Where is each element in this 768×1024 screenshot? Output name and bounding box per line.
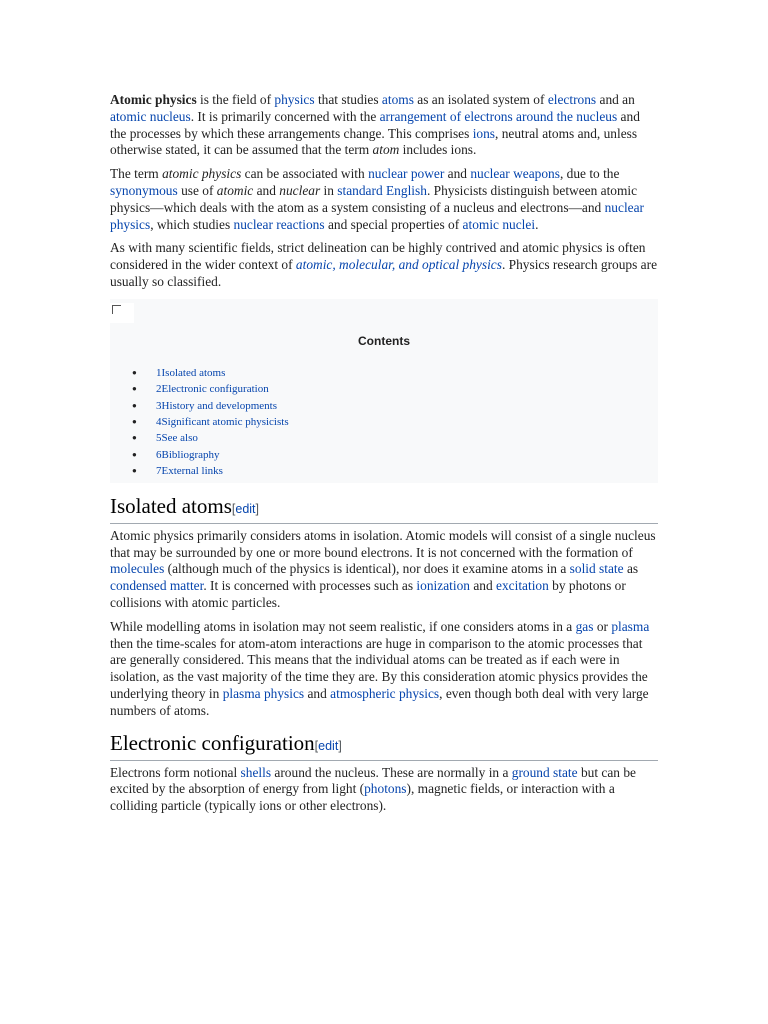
- link-atomic-nuclei[interactable]: atomic nuclei: [462, 216, 536, 232]
- toc-item-history[interactable]: [110, 398, 289, 414]
- toc-label: Significant atomic physicists: [161, 415, 289, 428]
- article-subject: Atomic physics: [110, 92, 197, 107]
- text: in: [320, 182, 338, 198]
- toc-number: 2: [156, 383, 162, 396]
- text: ), magnetic fields, or interaction with a colliding particle (typically ions or other electrons).: [110, 781, 615, 814]
- section-heading-isolated-atoms: [110, 493, 658, 524]
- text: by photons or collisions with atomic particles.: [110, 578, 626, 610]
- text: . It is concerned with processes such as: [203, 578, 417, 594]
- toc-item-bibliography[interactable]: [110, 447, 289, 463]
- intro-paragraph-1: [110, 92, 658, 159]
- toc-number: 3: [156, 399, 162, 412]
- link-atoms[interactable]: atoms: [381, 92, 414, 107]
- link-nuclear-reactions[interactable]: nuclear reactions: [233, 216, 325, 232]
- text: can be associated with: [241, 166, 369, 182]
- text: as: [623, 561, 639, 577]
- link-nuclear-power[interactable]: nuclear power: [368, 166, 445, 182]
- edit-bracket: [: [314, 738, 319, 753]
- toc-item-isolated-atoms[interactable]: [110, 365, 289, 381]
- toc-label: Isolated atoms: [161, 366, 226, 379]
- link-electrons[interactable]: electrons: [547, 92, 597, 107]
- text: (although much of the physics is identical), nor does it examine atoms in a: [164, 561, 570, 577]
- link-solid-state[interactable]: solid state: [569, 561, 624, 577]
- text: and: [304, 685, 331, 701]
- toc-item-physicists[interactable]: [110, 414, 289, 430]
- toc-item-external-links[interactable]: [110, 463, 289, 479]
- toc-number: 7: [156, 465, 162, 478]
- text: .: [535, 216, 539, 232]
- edit-bracket: ]: [338, 738, 342, 753]
- link-shells[interactable]: shells: [240, 764, 272, 780]
- italic-term: atomic: [216, 182, 254, 198]
- text: . Physicists distinguish between atomic physics—which deals with the atom as a system consisting of a nucleus and electrons—and: [110, 182, 638, 215]
- toc-label: Electronic configuration: [161, 383, 269, 396]
- toc-number: 4: [156, 415, 162, 428]
- link-nuclear-physics[interactable]: nuclear physics: [110, 199, 645, 232]
- text: and: [469, 578, 497, 594]
- link-physics[interactable]: physics: [274, 92, 315, 107]
- link-synonymous[interactable]: synonymous: [110, 182, 178, 198]
- toc-title: Contents: [358, 333, 410, 348]
- section-title: Electronic configuration: [110, 730, 315, 755]
- text: , due to the: [559, 166, 620, 182]
- article-body: [110, 92, 658, 822]
- link-ions[interactable]: ions: [472, 125, 496, 141]
- toc-list: [110, 365, 289, 480]
- text: and special properties of: [324, 216, 463, 232]
- link-standard-english[interactable]: standard English: [337, 182, 427, 198]
- text: around the nucleus. These are normally in a: [271, 764, 512, 780]
- toc-item-see-also[interactable]: [110, 430, 289, 446]
- electronic-configuration-paragraph-1: [110, 765, 658, 815]
- text: and: [444, 166, 471, 182]
- table-of-contents: [110, 299, 658, 483]
- text: and an: [596, 92, 635, 107]
- text: While modelling atoms in isolation may not seem realistic, if one considers atoms in a: [110, 618, 576, 634]
- italic-term: atomic physics: [162, 166, 242, 182]
- toc-number: 5: [156, 432, 162, 445]
- text: and: [253, 182, 280, 198]
- link-photons[interactable]: photons: [364, 781, 407, 797]
- link-excitation[interactable]: excitation: [496, 578, 549, 594]
- text: as an isolated system of: [413, 92, 548, 107]
- text: As with many scientific fields, strict delineation can be highly contrived and atomic physics is often considered in the wider context of: [110, 240, 646, 273]
- text: is the field of: [196, 92, 275, 107]
- intro-paragraph-2: [110, 166, 658, 233]
- text: . It is primarily concerned with the: [190, 108, 380, 124]
- text: The term: [110, 166, 163, 182]
- toc-label: Bibliography: [161, 448, 220, 461]
- text: or: [593, 618, 612, 634]
- text: , which studies: [150, 216, 234, 232]
- italic-term: atom: [372, 142, 400, 158]
- text: then the time-scales for atom-atom interactions are huge in comparison to the atomic processes that are generally considered. This means that the individual atoms can be treated as if each were in isolation, as the vast majority of the time they are. By this consideration atomic physics provides the underlying theory in: [110, 635, 648, 701]
- toc-label: See also: [161, 432, 198, 445]
- link-nuclear-weapons[interactable]: nuclear weapons: [470, 166, 560, 182]
- link-atmospheric-physics[interactable]: atmospheric physics: [330, 685, 440, 701]
- section-heading-electronic-configuration: [110, 730, 658, 761]
- link-amo-physics-label: atomic, molecular, and optical physics: [295, 257, 502, 273]
- text: Electrons form notional: [110, 764, 241, 780]
- text: Atomic physics primarily considers atoms in isolation. Atomic models will consist of a single nucleus that may be surrounded by one or more bound electrons. It is not concerned with the formation of: [110, 527, 656, 560]
- checkbox-icon: [112, 305, 121, 314]
- isolated-atoms-paragraph-2: [110, 619, 658, 720]
- edit-bracket: ]: [255, 501, 260, 516]
- edit-link-electronic-configuration[interactable]: edit: [318, 738, 339, 753]
- isolated-atoms-paragraph-1: [110, 528, 658, 612]
- link-amo-physics[interactable]: [296, 257, 502, 272]
- link-arrangement[interactable]: arrangement of electrons around the nucleus: [379, 108, 618, 124]
- text: but can be excited by the absorption of energy from light (: [110, 764, 636, 797]
- text: and the processes by which these arrangements change. This comprises: [110, 108, 640, 141]
- toc-label: History and developments: [161, 399, 277, 412]
- toc-number: 6: [156, 448, 162, 461]
- link-plasma[interactable]: plasma: [611, 618, 650, 634]
- link-plasma-physics[interactable]: plasma physics: [222, 685, 305, 701]
- text: includes ions.: [399, 142, 477, 158]
- toc-item-electronic-configuration[interactable]: [110, 381, 289, 397]
- link-ground-state[interactable]: ground state: [511, 764, 578, 780]
- italic-term: nuclear: [279, 182, 321, 198]
- section-title: Isolated atoms: [110, 493, 232, 518]
- intro-paragraph-3: [110, 240, 658, 290]
- link-atomic-nucleus[interactable]: atomic nucleus: [110, 108, 191, 124]
- text: use of: [177, 182, 217, 198]
- edit-bracket: [: [231, 501, 236, 516]
- toc-label: External links: [161, 465, 223, 478]
- text: , even though both deal with very large numbers of atoms.: [110, 685, 649, 718]
- text: , neutral atoms and, unless otherwise stated, it can be assumed that the term: [110, 125, 638, 158]
- link-molecules[interactable]: molecules: [110, 561, 165, 577]
- text: . Physics research groups are usually so classified.: [110, 257, 658, 289]
- link-gas[interactable]: gas: [575, 618, 594, 634]
- toc-toggle-checkbox[interactable]: [110, 303, 134, 323]
- link-condensed-matter[interactable]: condensed matter: [110, 578, 204, 594]
- edit-link-isolated-atoms[interactable]: edit: [235, 501, 256, 516]
- toc-number: 1: [156, 366, 162, 379]
- link-ionization[interactable]: ionization: [416, 578, 470, 594]
- text: that studies: [314, 92, 382, 107]
